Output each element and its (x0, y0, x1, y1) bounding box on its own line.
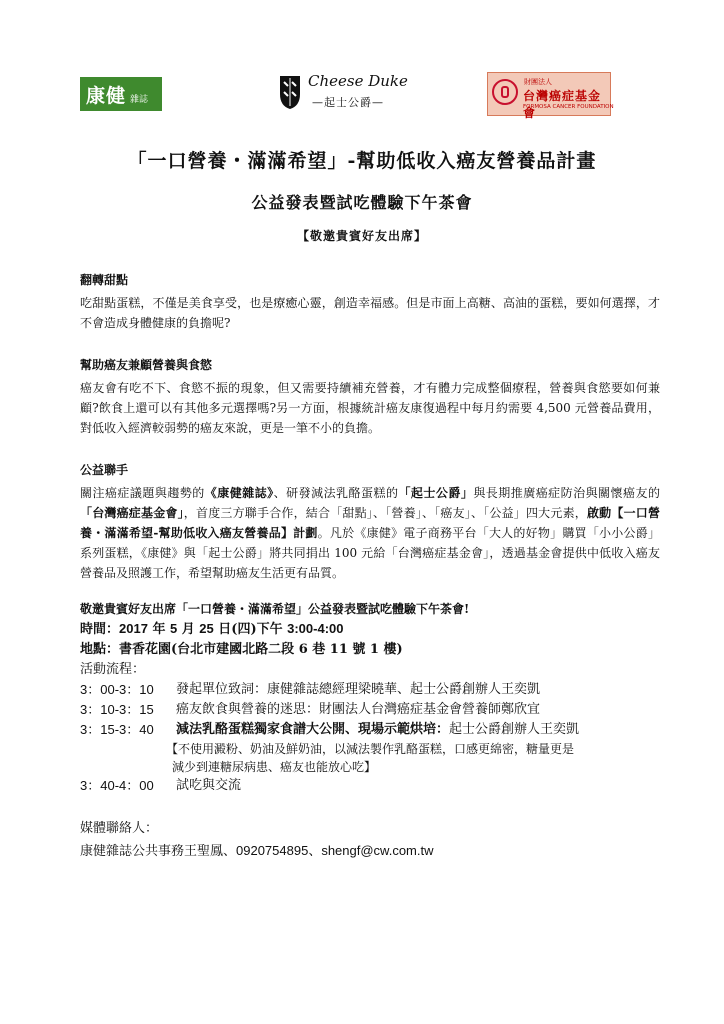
agenda-time: 3：15-3：40 (80, 722, 154, 737)
place-value: 書香花園(台北市建國北路二段 6 巷 11 號 1 樓) (119, 642, 403, 657)
foundation-name: 台灣癌症基金會 (523, 89, 602, 120)
agenda-desc: 試吃與交流 (176, 778, 242, 793)
document-body (80, 258, 660, 863)
agenda-time: 3：40-4：00 (80, 778, 154, 793)
cancer-foundation-logo (487, 72, 614, 120)
text-run-bold: 「起士公爵」 (398, 486, 474, 500)
agenda-desc: 癌友飲食與營養的迷思：財團法人台灣癌症基金會營養師鄭欣宜 (176, 702, 541, 717)
time-day: 25 (199, 621, 214, 636)
cheese-duke-name: Cheese Duke (308, 72, 408, 90)
contact-name: 康健雜誌公共事務王聖鳳、 (80, 844, 237, 859)
event-time (80, 619, 660, 640)
section-heading: 幫助癌友兼顧營養與食慾 (80, 358, 213, 372)
foundation-emblem-icon (492, 79, 518, 105)
section-paragraph (80, 483, 660, 583)
section-heading: 公益聯手 (80, 463, 129, 477)
section-nutrition (80, 355, 660, 438)
time-label: 時間： (80, 622, 120, 637)
text-run-bold: 《康健雜誌》 (204, 486, 274, 500)
event-place (80, 640, 660, 660)
text-run-bold: 啟動【一口營養・滿滿希望-幫助低收入癌友營養品】計劃 (80, 506, 660, 540)
time-range: 3:00-4:00 (287, 621, 344, 636)
agenda-time: 3：10-3：15 (80, 702, 154, 717)
time-year: 2017 (119, 621, 148, 636)
section-paragraph: 吃甜點蛋糕，不僅是美食享受，也是療癒心靈，創造幸福感。但是市面上高糖、高油的蛋糕，要如何選擇，才不會造成身體健康的負擔呢? (80, 296, 660, 330)
agenda-item (80, 680, 660, 700)
cheese-duke-logo (278, 72, 408, 116)
contact-phone-email: 0920754895、shengf@cw.com.tw (236, 843, 434, 858)
agenda-list (80, 680, 660, 796)
text-run: 與長期推廣癌症防治與關懷癌友的 (473, 486, 660, 500)
place-label: 地點： (80, 642, 120, 657)
agenda-item (80, 720, 660, 740)
section-heading: 翻轉甜點 (80, 273, 129, 287)
kangjian-magazine-logo (80, 77, 162, 111)
text-run: ，首度三方聯手合作，結合「甜點」、「營養」、「癌友」、「公益」四大元素， (183, 506, 587, 520)
crest-icon (278, 74, 302, 110)
foundation-english-name: FORMOSA CANCER FOUNDATION (523, 104, 614, 110)
agenda-note: 減少到連糖尿病患、癌友也能放心吃】 (172, 760, 377, 774)
document-title: 「一口營養・滿滿希望」-幫助低收入癌友營養品計畫 (127, 150, 597, 172)
invitation-line: 【敬邀貴賓好友出席】 (296, 229, 427, 243)
foundation-top-text: 財團法人 (524, 78, 552, 86)
section-paragraph: 癌友會有吃不下、食慾不振的現象，但又需要持續補充營養，才有體力完成整個療程，營養與食慾要如何兼顧?飲食上還可以有其他多元選擇嗎?另一方面，根據統計癌友康復過程中每月約需要 4,500 元營養品費用，對低收入經濟較弱勢的癌友來說，更是一筆不小的負擔。 (80, 381, 660, 435)
document-subtitle: 公益發表暨試吃體驗下午茶會 (251, 193, 473, 212)
agenda-desc (176, 720, 660, 740)
text-run-bold: 「台灣癌症基金會」 (80, 506, 184, 520)
text-run: 關注癌症議題與趨勢的 (80, 486, 205, 500)
cheese-duke-sub: —起士公爵— (312, 96, 384, 109)
media-label: 媒體聯絡人： (80, 821, 159, 836)
event-details (80, 599, 660, 680)
agenda-label: 活動流程： (80, 662, 146, 677)
agenda-desc-bold: 減法乳酪蛋糕獨家食譜大公開、現場示範烘培： (176, 722, 450, 737)
logo-bar (0, 72, 724, 120)
agenda-item (80, 700, 660, 720)
text-run: 。凡於《康健》電子商務平台「大人的好物」購買「小小公爵」系列蛋糕，《康健》與「起士公爵」將共同捐出 100 元給「台灣癌症基金會」，透過基金會提供中低收入癌友營養品及照護工作，希望幫助癌友生活更有品質。 (80, 526, 660, 580)
media-contact-line (80, 840, 660, 863)
kangjian-logo-sub: 雜誌 (130, 94, 149, 105)
agenda-note: 【不使用澱粉、奶油及鮮奶油，以減法製作乳酪蛋糕，口感更綿密，糖量更是 (166, 742, 575, 756)
agenda-time: 3：00-3：10 (80, 682, 154, 697)
media-contact (80, 818, 660, 863)
agenda-item (80, 776, 660, 796)
text-run: 、研發減法乳酪蛋糕的 (273, 486, 399, 500)
agenda-desc: 發起單位致詞：康健雜誌總經理梁曉華、起士公爵創辦人王奕凱 (176, 682, 541, 697)
time-text: 年 (147, 622, 170, 637)
event-headline: 敬邀貴賓好友出席「一口營養・滿滿希望」公益發表暨試吃體驗下午茶會! (80, 602, 470, 616)
time-text: 日(四)下午 (213, 622, 288, 637)
time-month: 5 (170, 621, 178, 636)
agenda-desc-text: 起士公爵創辦人王奕凱 (449, 722, 580, 737)
section-partnership (80, 460, 660, 583)
time-text: 月 (177, 622, 200, 637)
kangjian-logo-main: 康健 (86, 84, 127, 107)
section-sweets (80, 270, 660, 333)
